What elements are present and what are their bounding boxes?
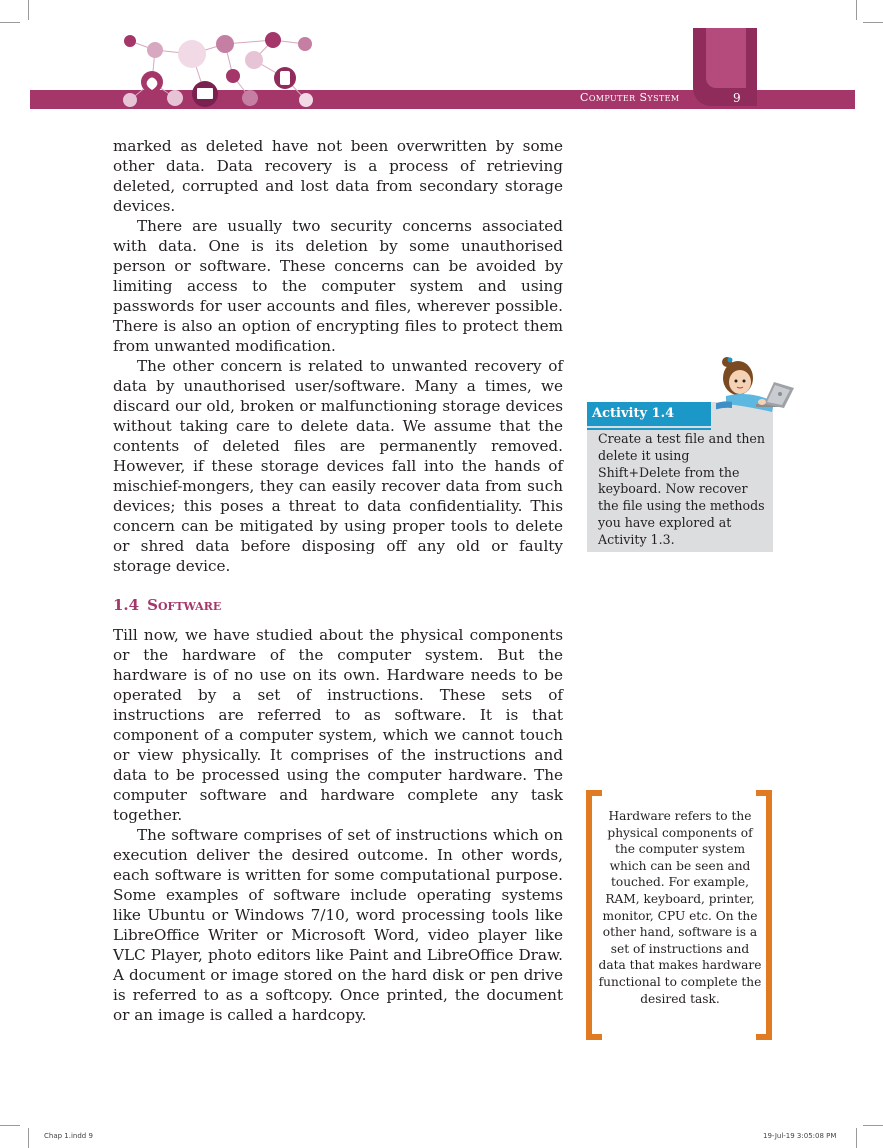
paragraph: The software comprises of set of instructions which on execution deliver the desired outcome. In other words, each software is written for some computational purpose. Some examples of software include operating systems like Ubuntu or Windows 7/10, word processing tools like LibreOffice Writer or Microsoft Word, video player like VLC Player, photo editors like Paint and LibreOffice Draw. A document or image stored on the hard disk or pen drive is referred to as a softcopy. Once printed, the document or an image is called a hardcopy.	[113, 826, 563, 1024]
crop-mark	[28, 1128, 29, 1148]
activity-title: Activity 1.4	[587, 402, 711, 426]
crop-mark	[0, 1125, 20, 1126]
girl-with-laptop-illustration	[716, 352, 796, 428]
crop-mark	[863, 1125, 883, 1126]
page-tab-highlight	[706, 28, 746, 88]
page-number: 9	[733, 91, 741, 105]
crop-mark	[28, 0, 29, 20]
footer-file-slug: Chap 1.indd 9	[44, 1132, 93, 1140]
crop-mark	[856, 0, 857, 20]
crop-mark	[0, 22, 20, 23]
paragraph: There are usually two security concerns associated with data. One is its deletion by some unauthorised person or software. These concerns can be avoided by limiting access to the computer system and using passwords for user accounts and files, wherever possible. There is also an option of encrypting files to protect them from unwanted modification.	[113, 217, 563, 355]
activity-text: Create a test file and then delete it using Shift+Delete from the keyboard. Now recover the file using the methods you have explored at Activity 1.3.	[598, 431, 765, 547]
running-head: Computer System	[580, 91, 680, 104]
section-title: Software	[147, 596, 222, 614]
crop-mark	[856, 1128, 857, 1148]
paragraph: The other concern is related to unwanted recovery of data by unauthorised user/software. Many a times, we discard our old, broken or malfunctioning storage devices without taking care to delete data. We assume that the contents of deleted files are permanently removed. However, if these storage devices fall into the hands of mischief-mongers, they can easily recover data from such devices; this poses a threat to data confidentiality. This concern can be mitigated by using proper tools to delete or shred data before disposing off any old or faulty storage device.	[113, 357, 563, 575]
body-text-software	[113, 625, 563, 1025]
note-text: Hardware refers to the physical components of the computer system which can be seen and touched. For example, RAM, keyboard, printer, monitor, CPU etc. On the other hand, software is a set of instructions and data that makes hardware functional to complete the desired task.	[598, 809, 762, 1006]
paragraph: marked as deleted have not been overwritten by some other data. Data recovery is a process of retrieving deleted, corrupted and lost data from secondary storage devices.	[113, 137, 563, 215]
activity-rule	[587, 428, 711, 430]
paragraph: Till now, we have studied about the physical components or the hardware of the computer system. But the hardware is of no use on its own. Hardware needs to be operated by a set of instructions. These sets of instructions are referred to as software. It is that component of a computer system, which we cannot touch or view physically. It comprises of the instructions and data to be processed using the computer hardware. The computer software and hardware complete any task together.	[113, 626, 563, 824]
footer-timestamp: 19-Jul-19 3:05:08 PM	[763, 1132, 837, 1140]
network-icons-illustration	[110, 26, 330, 112]
body-text-top	[113, 136, 563, 576]
crop-mark	[863, 22, 883, 23]
section-heading	[113, 596, 221, 614]
section-number: 1.4	[113, 596, 140, 614]
